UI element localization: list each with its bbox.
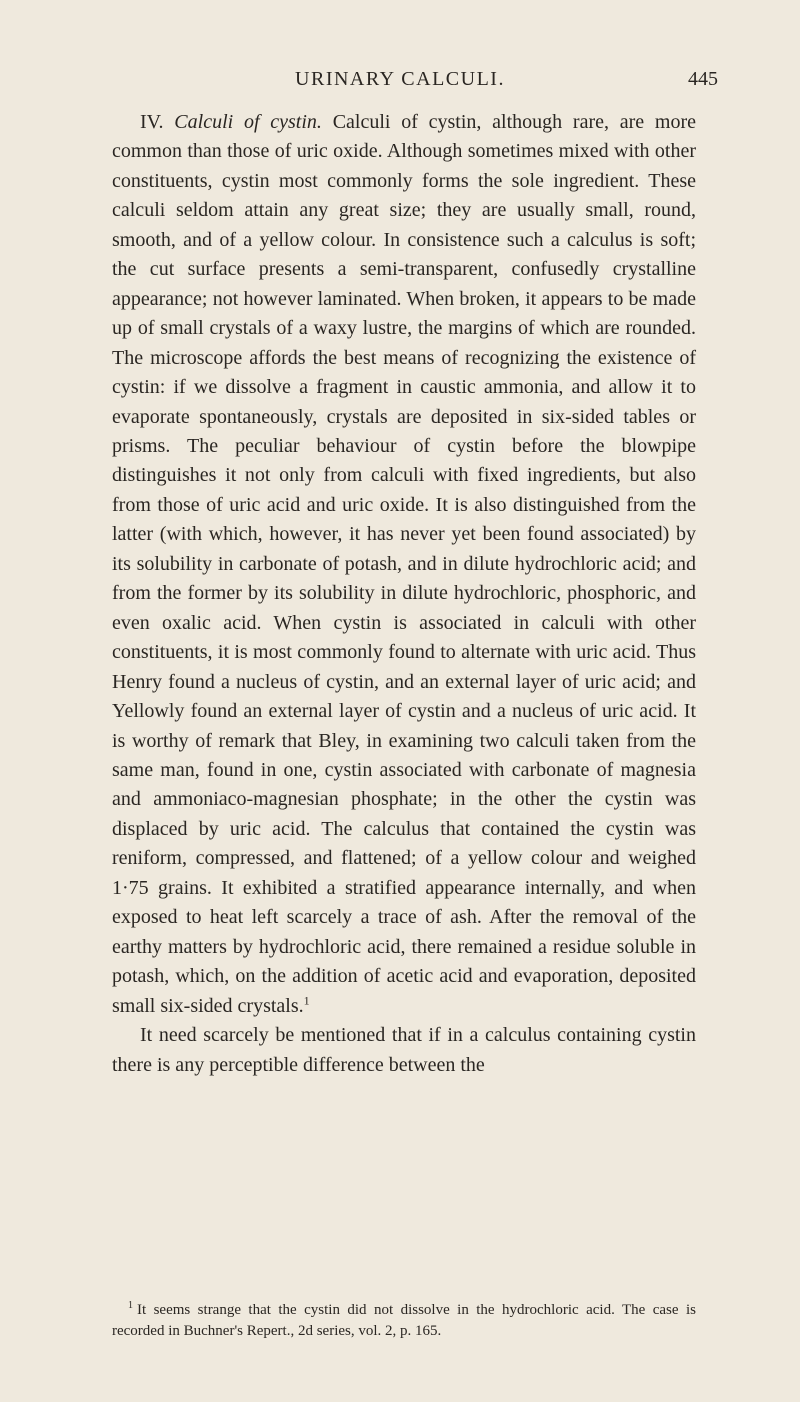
paragraph-1-text: Calculi of cystin, although rare, are more common than those of uric oxide. Although sometimes mixed with other constituents, cystin most commonly forms the sole ingredient. These calculi seldom attain any great size; they are usually small, round, smooth, and of a yellow colour. In consistence such a calculus is soft; the cut surface presents a semi-transparent, confusedly crystalline appearance; not however laminated. When broken, it appears to be made up of small crystals of a waxy lustre, the margins of which are rounded. The microscope affords the best means of recognizing the existence of cystin: if we dissolve a fragment in caustic ammonia, and allow it to evaporate spontaneously, crystals are deposited in six-sided tables or prisms. The peculiar behaviour of cystin before the blowpipe distinguishes it not only from calculi with fixed ingredients, but also from those of uric acid and uric oxide. It is also distinguished from the latter (with which, however, it has never yet been found associated) by its solubility in carbonate of potash, and in dilute hydrochloric acid; and from the former by its solubility in dilute hydrochloric, phosphoric, and even oxalic acid. When cystin is associated in calculi with other constituents, it is most commonly found to alternate with uric acid. Thus Henry found a nucleus of cystin, and an external layer of uric acid; and Yellowly found an external layer of cystin and a nucleus of uric acid. It is worthy of remark that Bley, in examining two calculi taken from the same man, found in one, cystin associated with carbonate of magnesia and ammoniaco-magnesian phosphate; in the other the cystin was displaced by uric acid. The calculus that contained the cystin was reniform, compressed, and flattened; of a yellow colour and weighed 1·75 grains. It exhibited a stratified appearance internally, and when exposed to heat left scarcely a trace of ash. After the removal of the earthy matters by hydrochloric acid, there remained a residue soluble in potash, which, on the addition of acetic acid and evaporation, deposited small six-sided crystals.	[112, 111, 697, 1017]
footnote-reference[interactable]: 1	[303, 992, 310, 1007]
footnote-text: It seems strange that the cystin did not dissolve in the hydrochloric acid. The case is recorded in Buchner's Repert., 2d series, vol. 2, p. 165.	[112, 1302, 696, 1339]
body-text	[112, 108, 696, 1080]
page-number: 445	[688, 68, 718, 90]
footnote-marker: 1	[128, 1300, 133, 1311]
running-title: URINARY CALCULI.	[295, 68, 505, 90]
section-title: Calculi of cystin.	[174, 111, 322, 133]
paragraph-2: It need scarcely be mentioned that if in a calculus containing cystin there is any perceptible difference between the	[112, 1024, 696, 1076]
paragraph-calculi-of-cystin	[112, 108, 696, 1021]
footnote	[112, 1300, 696, 1342]
section-numeral: IV.	[140, 111, 164, 133]
running-head	[0, 68, 800, 98]
